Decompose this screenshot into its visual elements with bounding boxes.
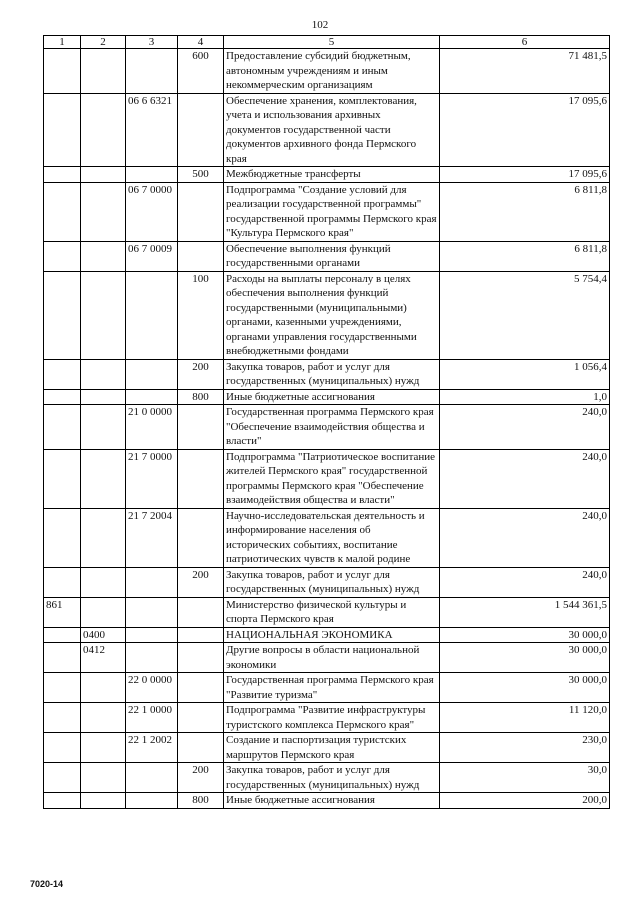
table-row — [44, 508, 610, 567]
page-number: 102 — [311, 19, 329, 31]
section-code-cell — [81, 93, 126, 167]
column-header: 5 — [224, 36, 440, 49]
description-cell: Подпрограмма "Создание условий для реализации государственной программы" государственной программы Пермского края "Культура Пермского края" — [224, 182, 440, 241]
table-row — [44, 627, 610, 643]
table-header-row — [44, 36, 610, 49]
table-row — [44, 167, 610, 183]
expense-type-cell — [178, 182, 224, 241]
department-code-cell — [44, 627, 81, 643]
amount-cell: 30 000,0 — [440, 673, 610, 703]
target-article-cell — [126, 271, 178, 359]
amount-cell: 6 811,8 — [440, 182, 610, 241]
column-header: 3 — [126, 36, 178, 49]
column-header: 6 — [440, 36, 610, 49]
department-code-cell — [44, 508, 81, 567]
expense-type-cell — [178, 733, 224, 763]
description-cell: Министерство физической культуры и спорта Пермского края — [224, 597, 440, 627]
table-body — [44, 49, 610, 809]
description-cell: Государственная программа Пермского края "Обеспечение взаимодействия общества и власти" — [224, 405, 440, 450]
table-row — [44, 763, 610, 793]
target-article-cell — [126, 763, 178, 793]
department-code-cell — [44, 241, 81, 271]
description-cell: Расходы на выплаты персоналу в целях обеспечения выполнения функций государственными (муниципальными) органами, казенными учреждениями, органами управления государственными внебюджетными фондами — [224, 271, 440, 359]
table-row — [44, 733, 610, 763]
department-code-cell — [44, 49, 81, 94]
table-row — [44, 793, 610, 809]
table-row — [44, 241, 610, 271]
section-code-cell — [81, 405, 126, 450]
target-article-cell: 21 7 0000 — [126, 449, 178, 508]
description-cell: Подпрограмма "Патриотическое воспитание жителей Пермского края" государственной программы Пермского края "Обеспечение взаимодействия общества и власти" — [224, 449, 440, 508]
target-article-cell — [126, 643, 178, 673]
table-row — [44, 182, 610, 241]
expense-type-cell: 200 — [178, 763, 224, 793]
table-row — [44, 449, 610, 508]
description-cell: Создание и паспортизация туристских маршрутов Пермского края — [224, 733, 440, 763]
department-code-cell — [44, 643, 81, 673]
amount-cell: 30 000,0 — [440, 643, 610, 673]
column-header: 4 — [178, 36, 224, 49]
table-row — [44, 49, 610, 94]
section-code-cell: 0412 — [81, 643, 126, 673]
target-article-cell: 22 0 0000 — [126, 673, 178, 703]
department-code-cell — [44, 93, 81, 167]
department-code-cell — [44, 359, 81, 389]
target-article-cell — [126, 359, 178, 389]
expense-type-cell — [178, 643, 224, 673]
section-code-cell — [81, 733, 126, 763]
amount-cell: 1 544 361,5 — [440, 597, 610, 627]
description-cell: Иные бюджетные ассигнования — [224, 389, 440, 405]
department-code-cell — [44, 449, 81, 508]
amount-cell: 11 120,0 — [440, 703, 610, 733]
column-header: 2 — [81, 36, 126, 49]
target-article-cell: 06 7 0009 — [126, 241, 178, 271]
table-row — [44, 703, 610, 733]
target-article-cell — [126, 793, 178, 809]
target-article-cell — [126, 49, 178, 94]
amount-cell: 1 056,4 — [440, 359, 610, 389]
table-row — [44, 405, 610, 450]
target-article-cell: 21 7 2004 — [126, 508, 178, 567]
expense-type-cell — [178, 627, 224, 643]
expense-type-cell — [178, 241, 224, 271]
footer-code: 7020-14 — [30, 879, 64, 889]
amount-cell: 17 095,6 — [440, 167, 610, 183]
target-article-cell: 06 7 0000 — [126, 182, 178, 241]
expense-type-cell — [178, 449, 224, 508]
department-code-cell — [44, 405, 81, 450]
department-code-cell — [44, 167, 81, 183]
target-article-cell: 21 0 0000 — [126, 405, 178, 450]
section-code-cell — [81, 449, 126, 508]
section-code-cell — [81, 763, 126, 793]
section-code-cell — [81, 389, 126, 405]
table-row — [44, 359, 610, 389]
section-code-cell — [81, 597, 126, 627]
amount-cell: 240,0 — [440, 508, 610, 567]
description-cell: Научно-исследовательская деятельность и информирование населения об исторических событиях, воспитание патриотических чувств к малой родине — [224, 508, 440, 567]
description-cell: Государственная программа Пермского края "Развитие туризма" — [224, 673, 440, 703]
table-row — [44, 389, 610, 405]
amount-cell: 30 000,0 — [440, 627, 610, 643]
target-article-cell: 22 1 2002 — [126, 733, 178, 763]
expense-type-cell — [178, 508, 224, 567]
expense-type-cell — [178, 703, 224, 733]
target-article-cell — [126, 567, 178, 597]
department-code-cell — [44, 763, 81, 793]
expense-type-cell: 500 — [178, 167, 224, 183]
section-code-cell — [81, 793, 126, 809]
expense-type-cell: 200 — [178, 567, 224, 597]
section-code-cell — [81, 567, 126, 597]
description-cell: Предоставление субсидий бюджетным, автономным учреждениям и иным некоммерческим организациям — [224, 49, 440, 94]
budget-table — [43, 35, 610, 809]
expense-type-cell: 800 — [178, 793, 224, 809]
amount-cell: 71 481,5 — [440, 49, 610, 94]
table-row — [44, 93, 610, 167]
table-row — [44, 567, 610, 597]
amount-cell: 230,0 — [440, 733, 610, 763]
expense-type-cell — [178, 93, 224, 167]
section-code-cell — [81, 703, 126, 733]
amount-cell: 17 095,6 — [440, 93, 610, 167]
description-cell: Межбюджетные трансферты — [224, 167, 440, 183]
department-code-cell — [44, 703, 81, 733]
section-code-cell — [81, 359, 126, 389]
description-cell: Иные бюджетные ассигнования — [224, 793, 440, 809]
expense-type-cell — [178, 405, 224, 450]
amount-cell: 200,0 — [440, 793, 610, 809]
department-code-cell — [44, 793, 81, 809]
section-code-cell: 0400 — [81, 627, 126, 643]
expense-type-cell — [178, 597, 224, 627]
expense-type-cell: 800 — [178, 389, 224, 405]
section-code-cell — [81, 182, 126, 241]
table-row — [44, 643, 610, 673]
amount-cell: 5 754,4 — [440, 271, 610, 359]
section-code-cell — [81, 241, 126, 271]
section-code-cell — [81, 508, 126, 567]
department-code-cell — [44, 389, 81, 405]
target-article-cell — [126, 167, 178, 183]
table-row — [44, 673, 610, 703]
amount-cell: 240,0 — [440, 567, 610, 597]
description-cell: Другие вопросы в области национальной экономики — [224, 643, 440, 673]
department-code-cell — [44, 271, 81, 359]
expense-type-cell: 100 — [178, 271, 224, 359]
section-code-cell — [81, 271, 126, 359]
target-article-cell — [126, 389, 178, 405]
department-code-cell — [44, 182, 81, 241]
description-cell: Закупка товаров, работ и услуг для государственных (муниципальных) нужд — [224, 359, 440, 389]
amount-cell: 6 811,8 — [440, 241, 610, 271]
department-code-cell — [44, 567, 81, 597]
amount-cell: 30,0 — [440, 763, 610, 793]
description-cell: Закупка товаров, работ и услуг для государственных (муниципальных) нужд — [224, 567, 440, 597]
section-code-cell — [81, 673, 126, 703]
amount-cell: 1,0 — [440, 389, 610, 405]
expense-type-cell: 600 — [178, 49, 224, 94]
department-code-cell — [44, 673, 81, 703]
amount-cell: 240,0 — [440, 449, 610, 508]
target-article-cell: 06 6 6321 — [126, 93, 178, 167]
amount-cell: 240,0 — [440, 405, 610, 450]
section-code-cell — [81, 167, 126, 183]
target-article-cell — [126, 597, 178, 627]
expense-type-cell — [178, 673, 224, 703]
table-row — [44, 597, 610, 627]
section-code-cell — [81, 49, 126, 94]
department-code-cell — [44, 733, 81, 763]
table-row — [44, 271, 610, 359]
description-cell: НАЦИОНАЛЬНАЯ ЭКОНОМИКА — [224, 627, 440, 643]
department-code-cell: 861 — [44, 597, 81, 627]
target-article-cell — [126, 627, 178, 643]
expense-type-cell: 200 — [178, 359, 224, 389]
description-cell: Подпрограмма "Развитие инфраструктуры туристского комплекса Пермского края" — [224, 703, 440, 733]
description-cell: Закупка товаров, работ и услуг для государственных (муниципальных) нужд — [224, 763, 440, 793]
target-article-cell: 22 1 0000 — [126, 703, 178, 733]
description-cell: Обеспечение выполнения функций государственными органами — [224, 241, 440, 271]
description-cell: Обеспечение хранения, комплектования, учета и использования архивных документов государственной части документов архивного фонда Пермского края — [224, 93, 440, 167]
column-header: 1 — [44, 36, 81, 49]
